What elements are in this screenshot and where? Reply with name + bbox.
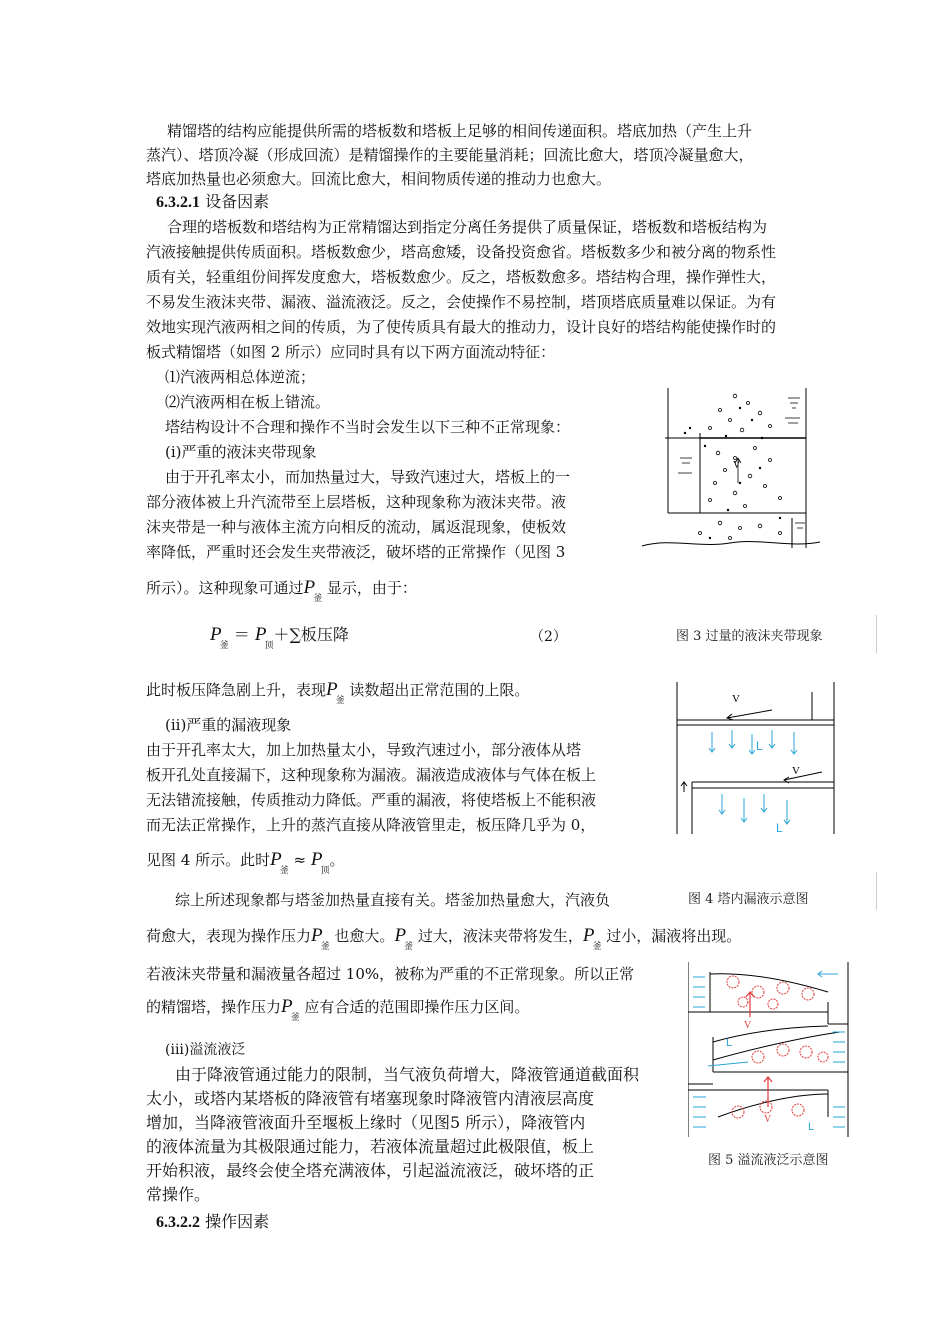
para-iii-line2: 太小，或塔内某塔板的降液管有堵塞现象时降液管内清液层高度 bbox=[146, 1089, 595, 1108]
text: 荷愈大，表现为操作压力 bbox=[146, 927, 312, 945]
subscript-ding: 顶 bbox=[264, 641, 274, 651]
para-i-line3: 沫夹带是一种与液体主流方向相反的流动，属返混现象，使板效 bbox=[146, 518, 567, 536]
text: 过小，漏液将出现。 bbox=[606, 927, 742, 945]
para-iii-line1: 由于降液管通过能力的限制，当气液负荷增大，降液管通道截面积 bbox=[175, 1065, 640, 1084]
list-item-1: ⑴汽液两相总体逆流； bbox=[165, 368, 316, 386]
text: 显示，由于： bbox=[326, 579, 417, 597]
formula-2 bbox=[210, 622, 349, 651]
after-formula bbox=[146, 678, 529, 705]
symbol-p: P bbox=[254, 624, 267, 645]
figure-5-caption: 图 5 溢流液泛示意图 bbox=[708, 1153, 829, 1168]
heading-text: 设备因素 bbox=[205, 192, 270, 211]
figure-4-weeping bbox=[672, 682, 842, 840]
summary-line1: 综上所述现象都与塔釜加热量直接有关。塔釜加热量愈大，汽液负 bbox=[175, 891, 611, 909]
intro-three-phenomena: 塔结构设计不合理和操作不当时会发生以下三种不正常现象： bbox=[165, 418, 571, 436]
para-ii-line4: 而无法正常操作，上升的蒸汽直接从降液管里走，板压降几乎为 0， bbox=[146, 816, 596, 834]
summary-line3: 若液沫夹带量和漏液量各超过 10%，被称为严重的不正常现象。所以正常 bbox=[146, 965, 635, 983]
section-ii-title: (ii)严重的漏液现象 bbox=[165, 716, 292, 734]
para2-line3: 质有关，轻重组份间挥发度愈大，塔板数愈少。反之，塔板数愈多。塔结构合理，操作弹性大， bbox=[146, 268, 777, 286]
text: 应有合适的范围即操作压力区间。 bbox=[304, 998, 530, 1016]
label-l: L bbox=[726, 1037, 733, 1049]
symbol-p: P bbox=[394, 925, 407, 946]
figure-3-entrainment bbox=[640, 388, 825, 553]
para2-line5: 效地实现汽液两相之间的传质，为了使传质具有最大的推动力，设计良好的塔结构能使操作时的 bbox=[146, 318, 777, 336]
para-ii-line1: 由于开孔率太大，加上加热量太小，导致汽速过小，部分液体从塔 bbox=[146, 741, 582, 759]
figure-3-caption: 图 3 过量的液沫夹带现象 bbox=[676, 629, 823, 644]
text: 。 bbox=[329, 851, 345, 869]
para2-line6: 板式精馏塔（如图 2 所示）应同时具有以下两方面流动特征： bbox=[146, 343, 556, 361]
symbol-p: P bbox=[311, 925, 323, 946]
label-v: V bbox=[792, 765, 800, 777]
para-iii-line6: 常操作。 bbox=[146, 1185, 211, 1204]
symbol-p: P bbox=[310, 849, 323, 870]
symbol-p: P bbox=[210, 624, 222, 645]
equals-sign: ＝ bbox=[233, 625, 250, 644]
list-item-2: ⑵汽液两相在板上错流。 bbox=[165, 393, 331, 411]
subscript-fu: 釜 bbox=[335, 696, 345, 706]
summary-line2 bbox=[146, 924, 741, 951]
para-i-line4: 率降低，严重时还会发生夹带液泛，破坏塔的正常操作（见图 3 bbox=[146, 543, 566, 561]
para2-line4: 不易发生液沫夹带、漏液、溢流液泛。反之，会使操作不易控制，塔顶塔底质量难以保证。为有 bbox=[146, 293, 777, 311]
para1-line1: 精馏塔的结构应能提供所需的塔板数和塔板上足够的相间传递面积。塔底加热（产生上升 bbox=[167, 122, 753, 140]
para-ii-line2: 板开孔处直接漏下，这种现象称为漏液。漏液造成液体与气体在板上 bbox=[146, 766, 597, 784]
heading-number: 6.3.2.1 bbox=[156, 194, 200, 211]
para-ii-line3: 无法错流接触，传质推动力降低。严重的漏液，将使塔板上不能积液 bbox=[146, 791, 597, 809]
label-v: V bbox=[744, 1020, 752, 1031]
section-i-title: (i)严重的液沫夹带现象 bbox=[165, 443, 317, 461]
subscript-fu: 釜 bbox=[313, 594, 323, 604]
symbol-p: P bbox=[582, 925, 595, 946]
heading-text: 操作因素 bbox=[205, 1212, 270, 1231]
text: 此时板压降急剧上升，表现 bbox=[146, 681, 327, 699]
formula-number: （2） bbox=[530, 629, 567, 645]
section-iii-title: (iii)溢流液泛 bbox=[165, 1042, 246, 1058]
summary-line4 bbox=[146, 995, 529, 1022]
heading-number: 6.3.2.2 bbox=[156, 1214, 200, 1231]
approx-sign: ≈ bbox=[293, 851, 307, 869]
text: 也愈大。 bbox=[334, 927, 395, 945]
symbol-p: P bbox=[270, 849, 282, 870]
para-iii-line5: 开始积液，最终会使全塔充满液体，引起溢流液泛，破坏塔的正 bbox=[146, 1161, 595, 1180]
see-fig4 bbox=[146, 848, 345, 875]
text: 见图 4 所示。此时 bbox=[146, 851, 271, 869]
para-i-line1: 由于开孔率太小，而加热量过大，导致汽速过大，塔板上的一 bbox=[165, 468, 571, 486]
para-iii-line4: 的液体流量为其极限通过能力，若液体流量超过此极限值，板上 bbox=[146, 1137, 595, 1156]
subscript-fu: 釜 bbox=[404, 942, 414, 952]
label-v: V bbox=[733, 460, 741, 471]
subscript-fu: 釜 bbox=[219, 641, 229, 651]
label-v: V bbox=[732, 693, 740, 705]
subscript-fu: 釜 bbox=[592, 942, 602, 952]
para-i-line2: 部分液体被上升汽流带至上层塔板，这种现象称为液沫夹带。液 bbox=[146, 493, 567, 511]
subscript-ding: 顶 bbox=[320, 866, 330, 876]
para2-line1: 合理的塔板数和塔结构为正常精馏达到指定分离任务提供了质量保证，塔板数和塔板结构为 bbox=[167, 218, 768, 236]
figure-4-caption: 图 4 塔内漏液示意图 bbox=[688, 892, 809, 907]
divider bbox=[876, 615, 877, 653]
heading-6-3-2-2 bbox=[156, 1211, 269, 1234]
para1-line2: 蒸汽）、塔顶冷凝（形成回流）是精馏操作的主要能量消耗；回流比愈大，塔顶冷凝量愈大， bbox=[146, 146, 754, 164]
text: 过大，液沫夹带将发生， bbox=[417, 927, 583, 945]
text: 所示）。这种现象可通过 bbox=[146, 579, 304, 597]
label-l: L bbox=[808, 1121, 815, 1133]
label-l: L bbox=[776, 821, 783, 835]
para2-line2: 汽液接触提供传质面积。塔板数愈少，塔高愈矮，设备投资愈省。塔板数多少和被分离的物系性 bbox=[146, 243, 777, 261]
heading-6-3-2-1 bbox=[156, 191, 269, 214]
subscript-fu: 釜 bbox=[279, 866, 289, 876]
para-iii-line3: 增加，当降液管液面升至堰板上缘时（见图5 所示），降液管内 bbox=[146, 1113, 586, 1132]
subscript-fu: 釜 bbox=[290, 1013, 300, 1023]
text: 的精馏塔，操作压力 bbox=[146, 998, 282, 1016]
text: 读数超出正常范围的上限。 bbox=[349, 681, 530, 699]
symbol-p: P bbox=[303, 577, 316, 598]
para-i-end bbox=[146, 576, 417, 603]
subscript-fu: 釜 bbox=[320, 942, 330, 952]
divider bbox=[876, 872, 877, 910]
label-l: L bbox=[756, 739, 763, 753]
label-v: V bbox=[764, 1114, 772, 1125]
figure-5-flooding bbox=[688, 962, 853, 1140]
para1-line3: 塔底加热量也必须愈大。回流比愈大，相间物质传递的推动力也愈大。 bbox=[146, 170, 612, 188]
symbol-p: P bbox=[281, 996, 293, 1017]
symbol-p: P bbox=[326, 679, 338, 700]
formula-rest: ＋∑板压降 bbox=[273, 625, 349, 644]
